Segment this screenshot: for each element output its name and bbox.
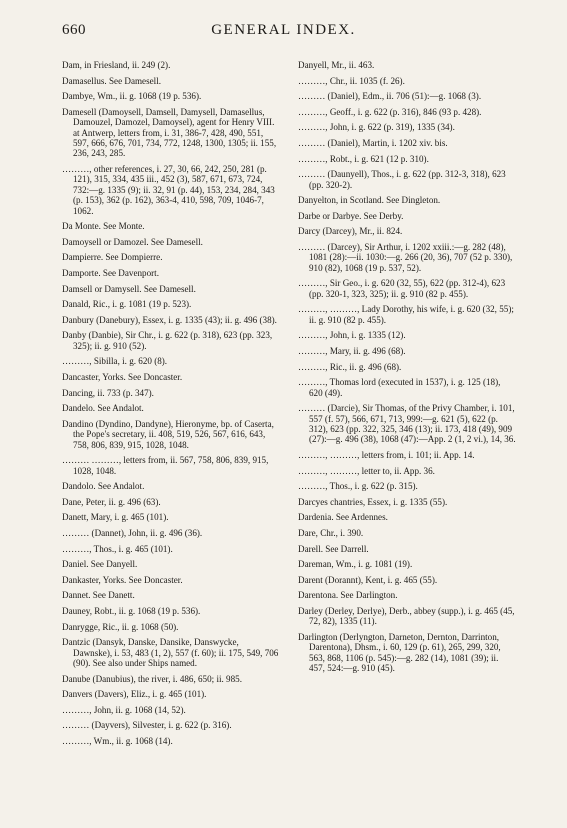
index-entry: ……… (Darcie), Sir Thomas, of the Privy Chamber, i. 101, 557 (f. 57), 566, 671, 713, 999:—g. 621 (5), 622 (p. 312), 623 (pp. 322, 325, 346 (13); ii. 173, 418 (49), 909 (27):—g. 496 (38), 1068 (47):—App. 2 (1, 2 vi.), 14, 36. bbox=[298, 403, 516, 445]
index-entry: ………, Sir Geo., i. g. 620 (32, 55), 622 (pp. 312-4), 623 (pp. 320-1, 323, 325); ii. g. 910 (82 p. 455). bbox=[298, 278, 506, 299]
index-entry: Dancing, ii. 733 (p. 347). bbox=[62, 387, 154, 398]
index-column-left bbox=[62, 60, 280, 751]
index-entry: ……… (Dayvers), Silvester, i. g. 622 (p. 316). bbox=[62, 720, 232, 731]
index-entry: Danett, Mary, i. g. 465 (101). bbox=[62, 512, 169, 523]
index-entry: Damporte. See Davenport. bbox=[62, 268, 159, 278]
index-entry: Dane, Peter, ii. g. 496 (63). bbox=[62, 496, 161, 507]
index-entry: ………, Ric., ii. g. 496 (68). bbox=[298, 361, 402, 372]
index-entry: Dare, Chr., i. 390. bbox=[298, 527, 364, 538]
index-entry: Darell. See Darrell. bbox=[298, 543, 369, 554]
index-entry: Dardenia. See Ardennes. bbox=[298, 512, 388, 523]
index-entry: ……… (Daniel), Edm., ii. 706 (51):—g. 1068 (3). bbox=[298, 91, 482, 102]
index-entry: Danald, Ric., i. g. 1081 (19 p. 523). bbox=[62, 299, 192, 310]
index-entry: Dancaster, Yorks. See Doncaster. bbox=[62, 371, 183, 382]
index-entry: Dandolo. See Andalot. bbox=[62, 481, 145, 492]
index-entry: Danrygge, Ric., ii. g. 1068 (50). bbox=[62, 621, 179, 632]
index-entry: ……… (Dannet), John, ii. g. 496 (36). bbox=[62, 527, 203, 538]
index-entry: Danyelton, in Scotland. See Dingleton. bbox=[298, 195, 441, 206]
index-entry: Damasellus. See Damesell. bbox=[62, 75, 161, 86]
index-entry: Damesell (Damoysell, Damsell, Damysell, Damasellus, Damouzel, Damozel, Damoysel), agent for Henry VIII. at Antwerp, letters from, i. 31, 386-7, 428, 490, 551, 597, 666, 676, 701, 734, 772, 1248, 1300, 1305; ii. 155, 236, 243, 285. bbox=[62, 106, 277, 159]
index-entry: Damoysell or Damozel. See Damesell. bbox=[62, 236, 203, 247]
index-entry: ………, Chr., ii. 1035 (f. 26). bbox=[298, 75, 405, 86]
page-header bbox=[0, 22, 567, 44]
index-entry: Danyell, Mr., ii. 463. bbox=[298, 60, 375, 70]
index-entry: Darent (Dorannt), Kent, i. g. 465 (55). bbox=[298, 574, 438, 585]
index-entry: ………, ………, letters from, i. 101; ii. App. 14. bbox=[298, 449, 475, 460]
index-entry: ………, John, i. g. 622 (p. 319), 1335 (34). bbox=[298, 122, 455, 133]
page-title: GENERAL INDEX. bbox=[211, 22, 356, 38]
index-entry: ………, ………, Lady Dorothy, his wife, i. g. 620 (32, 55); ii. g. 910 (82 p. 455). bbox=[298, 304, 514, 325]
index-entry: Da Monte. See Monte. bbox=[62, 221, 145, 232]
index-entry: ……… (Darcey), Sir Arthur, i. 1202 xxiii.:—g. 282 (48), 1081 (28):—ii. 1030:—g. 266 (20, 36), 707 (52 p. 330), 910 (82), 1068 (19 p. 537, 52). bbox=[298, 241, 513, 273]
index-entry: ………, Wm., ii. g. 1068 (14). bbox=[62, 735, 173, 746]
index-entry: ………, Sibilla, i. g. 620 (8). bbox=[62, 356, 168, 367]
index-entry: Danbury (Danebury), Essex, i. g. 1335 (43); ii. g. 496 (38). bbox=[62, 314, 277, 325]
index-entry: Darbe or Darbye. See Derby. bbox=[298, 210, 404, 221]
index-entry: Danvers (Davers), Eliz., i. g. 465 (101). bbox=[62, 689, 207, 700]
index-entry: ………, Thos., i. g. 465 (101). bbox=[62, 543, 173, 554]
index-entry: ………, Thomas lord (executed in 1537), i. g. 125 (18), 620 (49). bbox=[298, 377, 501, 398]
index-entry: Darlington (Derlyngton, Darneton, Dernton, Darrinton, Darentona), Dhsm., i. 60, 129 (p. 61), 265, 299, 320, 563, 868, 1106 (p. 545):—g. 282 (14), 1081 (39); ii. 457, 524:—g. 910 (45). bbox=[298, 631, 501, 674]
index-entry: ………, John, i. g. 1335 (12). bbox=[298, 330, 406, 341]
index-entry: Damsell or Damysell. See Damesell. bbox=[62, 283, 196, 294]
index-entry: Darcyes chantries, Essex, i. g. 1335 (55). bbox=[298, 496, 448, 507]
index-entry: ………, other references, i. 27, 30, 66, 242, 250, 281 (p. 121), 315, 334, 435 iii., 452 (3), 587, 671, 673, 724, 732:—g. 1335 (9); ii. 32, 91 (p. 44), 153, 234, 284, 343 (p. 153), 362 (p. 162), 363-4, 410, 598, 709, 1046-7, 1062. bbox=[62, 164, 275, 216]
index-entry: Dampierre. See Dompierre. bbox=[62, 252, 163, 263]
index-entry: Dambye, Wm., ii. g. 1068 (19 p. 536). bbox=[62, 91, 202, 102]
index-entry: Darcy (Darcey), Mr., ii. 824. bbox=[298, 226, 403, 237]
index-column-right bbox=[298, 60, 516, 679]
page-number: 660 bbox=[62, 22, 86, 38]
index-entry: ……… ………, letters from, ii. 567, 758, 806, 839, 915, 1028, 1048. bbox=[62, 455, 269, 476]
index-entry: Dandelo. See Andalot. bbox=[62, 403, 144, 414]
index-entry: Dantzic (Dansyk, Danske, Dansike, Danswycke, Dawnske), i. 53, 483 (1, 2), 557 (f. 60); ii. 175, 549, 706 (90). See also under Ships named. bbox=[62, 637, 279, 668]
index-entry: Darley (Derley, Derlye), Derb., abbey (supp.), i. g. 465 (45, 72, 82), 1335 (11). bbox=[298, 605, 515, 627]
index-entry: Danube (Danubius), the river, i. 486, 650; ii. 985. bbox=[62, 673, 242, 684]
index-entry: ……… (Daunyell), Thos., i. g. 622 (pp. 312-3, 318), 623 (pp. 320-2). bbox=[298, 169, 506, 190]
index-entry: ………, Mary, ii. g. 496 (68). bbox=[298, 345, 406, 356]
index-entry: Danby (Danbie), Sir Chr., i. g. 622 (p. 318), 623 (pp. 323, 325); ii. g. 910 (52). bbox=[62, 330, 273, 351]
index-entry: Dandino (Dyndino, Dandyne), Hieronyme, bp. of Caserta, the Pope's secretary, ii. 408, 519, 526, 567, 616, 643, 758, 806, 839, 915, 1028, 1048. bbox=[62, 418, 274, 450]
index-entry: ………, Thos., i. g. 622 (p. 315). bbox=[298, 481, 418, 492]
index-entry: ……… (Daniel), Martin, i. 1202 xiv. bis. bbox=[298, 137, 448, 148]
index-entry: Darentona. See Darlington. bbox=[298, 590, 398, 601]
index-entry: ………, ………, letter to, ii. App. 36. bbox=[298, 465, 435, 476]
index-entry: Dannet. See Danett. bbox=[62, 590, 135, 601]
index-entry: Daniel. See Danyell. bbox=[62, 559, 138, 570]
index-entry: Dam, in Friesland, ii. 249 (2). bbox=[62, 60, 171, 70]
index-entry: Dankaster, Yorks. See Doncaster. bbox=[62, 574, 183, 585]
index-entry: Dareman, Wm., i. g. 1081 (19). bbox=[298, 559, 413, 570]
index-entry: ………, Geoff., i. g. 622 (p. 316), 846 (93 p. 428). bbox=[298, 106, 482, 117]
index-entry: Dauney, Robt., ii. g. 1068 (19 p. 536). bbox=[62, 605, 201, 616]
index-entry: ………, John, ii. g. 1068 (14, 52). bbox=[62, 704, 186, 715]
index-entry: ………, Robt., i. g. 621 (12 p. 310). bbox=[298, 153, 429, 164]
